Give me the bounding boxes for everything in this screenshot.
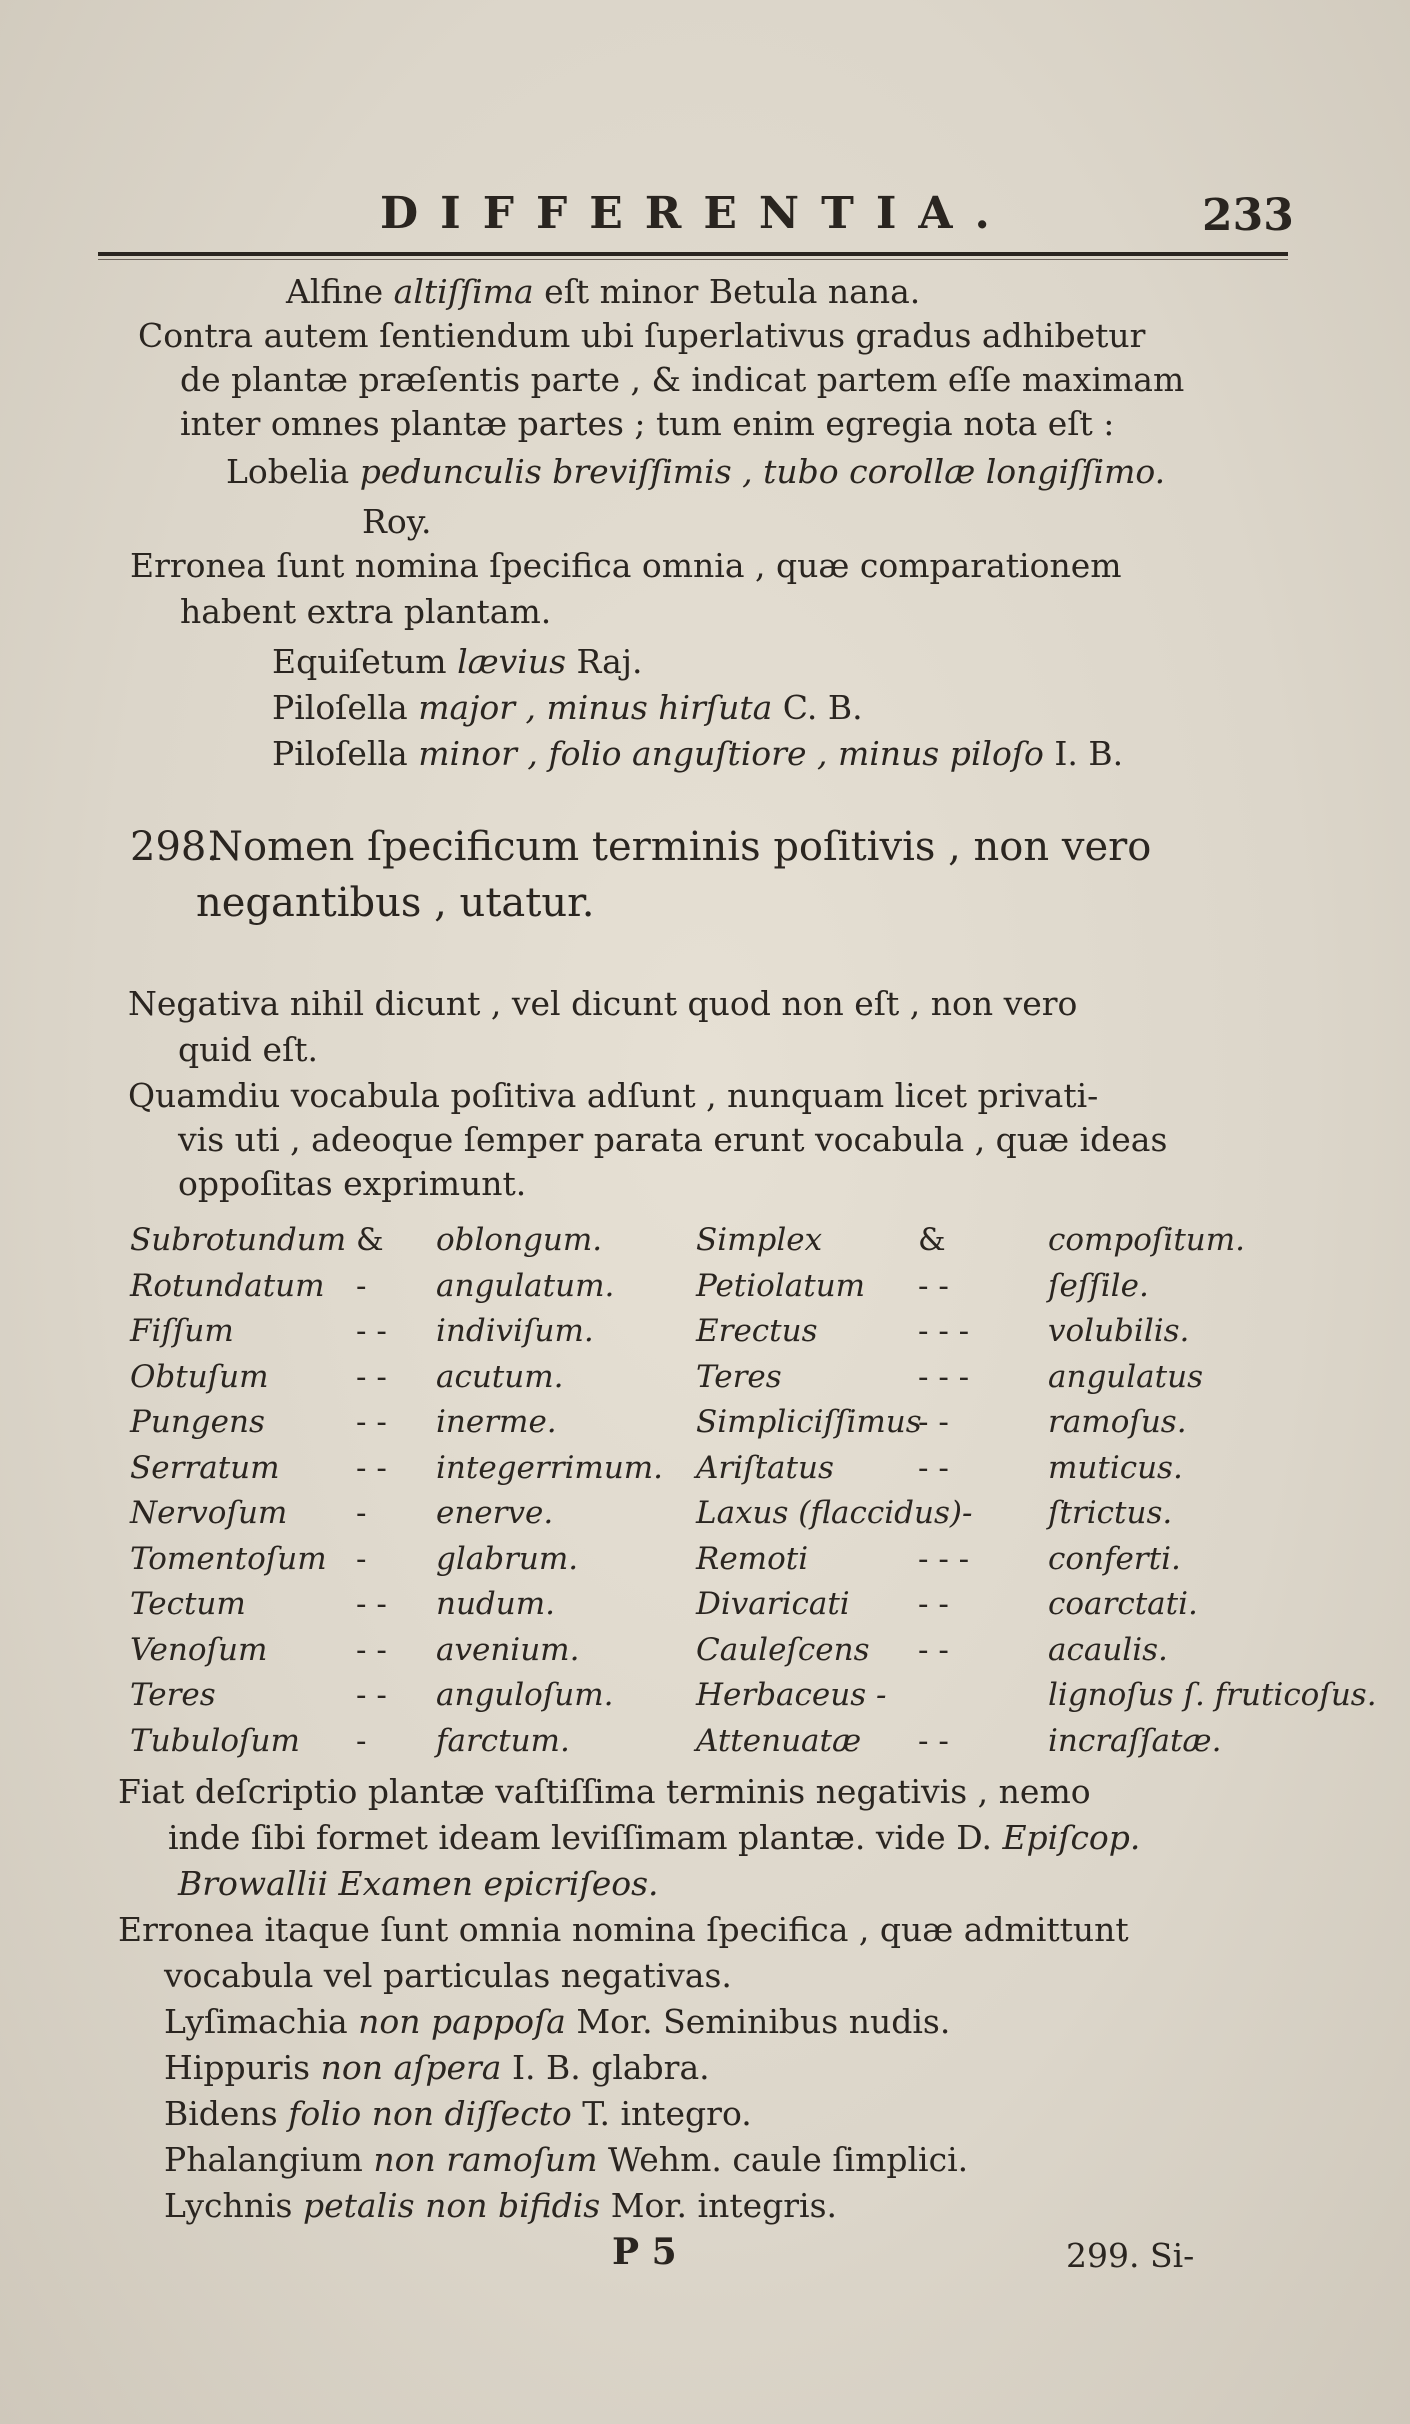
table-cell-e: volubilis. — [1048, 1313, 1190, 1349]
table-cell-e: incraſſatæ. — [1048, 1722, 1222, 1759]
text-line: inter omnes plantæ partes ; tum enim egregia nota eſt : — [180, 404, 1115, 443]
text-line: Erronea ſunt nomina ſpecifica omnia , quæ comparationem — [130, 546, 1122, 585]
table-cell-a: Tomentoſum — [130, 1540, 327, 1577]
table-cell-e: coarctati. — [1048, 1586, 1198, 1622]
table-cell-e: lignoſus ſ. fruticoſus. — [1048, 1677, 1377, 1713]
table-cell-b: glabrum. — [436, 1540, 579, 1577]
table-cell-d1: - - — [356, 1631, 387, 1668]
table-cell-b: nudum. — [436, 1586, 555, 1622]
text-line: Lobelia pedunculis breviſſimis , tubo corollæ longiſſimo. — [226, 452, 1166, 491]
header-rule-thin — [98, 259, 1288, 260]
text-line: vocabula vel particulas negativas. — [164, 1956, 732, 1995]
table-cell-d2: - - — [918, 1631, 949, 1668]
text-line: Fiat deſcriptio plantæ vaſtiſſima terminis negativis , nemo — [118, 1772, 1091, 1811]
table-cell-b: enerve. — [436, 1495, 554, 1531]
table-cell-c: Simplex — [696, 1222, 823, 1258]
table-cell-d2: - - — [918, 1404, 949, 1440]
table-cell-e: acaulis. — [1048, 1631, 1168, 1668]
signature-mark: P 5 — [612, 2231, 677, 2273]
table-cell-b: avenium. — [436, 1631, 580, 1668]
table-cell-a: Venoſum — [130, 1631, 268, 1668]
page-number: 233 — [1202, 190, 1294, 241]
text-line: Piloſella major , minus hirſuta C. B. — [272, 688, 863, 727]
table-cell-c: Herbaceus - — [696, 1677, 887, 1713]
table-cell-c: Divaricati — [696, 1586, 850, 1622]
text-line: Roy. — [362, 502, 432, 541]
text-line: Contra autem ſentiendum ubi ſuperlativus gradus adhibetur — [138, 316, 1146, 355]
article-heading-line: Nomen ſpecificum terminis poſitivis , non vero — [208, 824, 1152, 870]
table-cell-b: anguloſum. — [436, 1677, 614, 1713]
table-cell-c: Attenuatæ — [696, 1722, 862, 1759]
table-cell-d2: - - - — [918, 1313, 970, 1349]
table-cell-c: Cauleſcens — [696, 1631, 870, 1668]
text-line: Browallii Examen epicriſeos. — [178, 1864, 659, 1903]
table-cell-e: compoſitum. — [1048, 1222, 1245, 1258]
table-cell-b: acutum. — [436, 1358, 564, 1395]
table-cell-c: Erectus — [696, 1313, 818, 1349]
table-cell-d1: & — [356, 1222, 384, 1258]
text-line: Equiſetum lævius Raj. — [272, 642, 643, 681]
table-cell-d1: - — [356, 1267, 367, 1304]
text-line: Piloſella minor , folio anguſtiore , minus piloſo I. B. — [272, 734, 1124, 773]
text-line: Alfine altiſſima eſt minor Betula nana. — [286, 272, 921, 311]
text-line: vis uti , adeoque ſemper parata erunt vocabula , quæ ideas — [178, 1120, 1168, 1159]
text-line: oppoſitas exprimunt. — [178, 1164, 527, 1203]
text-line: habent extra plantam. — [180, 592, 552, 631]
table-cell-e: angulatus — [1048, 1358, 1203, 1395]
header-rule — [98, 252, 1288, 256]
text-line: Lychnis petalis non bifidis Mor. integris. — [164, 2186, 838, 2225]
table-cell-c: Simpliciſſimus — [696, 1404, 922, 1440]
table-cell-a: Tubuloſum — [130, 1722, 300, 1759]
table-cell-e: ſeſſile. — [1048, 1267, 1149, 1304]
table-cell-a: Subrotundum — [130, 1222, 347, 1258]
table-cell-a: Obtuſum — [130, 1358, 269, 1395]
table-cell-b: angulatum. — [436, 1267, 615, 1304]
table-cell-d1: - - — [356, 1586, 387, 1622]
text-line: inde ſibi formet ideam leviſſimam plantæ. vide D. Epiſcop. — [168, 1818, 1141, 1857]
table-cell-b: integerrimum. — [436, 1449, 664, 1486]
table-cell-e: muticus. — [1048, 1449, 1183, 1486]
table-cell-d1: - - — [356, 1677, 387, 1713]
table-cell-c: Teres — [696, 1358, 782, 1395]
table-cell-d1: - — [356, 1495, 367, 1531]
table-cell-d2: - - — [918, 1586, 949, 1622]
table-cell-d1: - — [356, 1540, 367, 1577]
table-cell-a: Rotundatum — [130, 1267, 325, 1304]
table-cell-d2: - - - — [918, 1540, 970, 1577]
table-cell-a: Fiſſum — [130, 1313, 234, 1349]
table-cell-d2: - - — [918, 1722, 949, 1759]
article-number: 298. — [130, 824, 220, 870]
text-line: Hippuris non aſpera I. B. glabra. — [164, 2048, 710, 2087]
table-cell-c: Petiolatum — [696, 1267, 866, 1304]
table-cell-e: conferti. — [1048, 1540, 1181, 1577]
table-cell-d1: - — [356, 1722, 367, 1759]
table-cell-a: Teres — [130, 1677, 216, 1713]
catchword: 299. Si- — [1066, 2236, 1195, 2275]
table-cell-c: Ariſtatus — [696, 1449, 834, 1486]
table-cell-d2: - - - — [918, 1358, 970, 1395]
table-cell-b: indiviſum. — [436, 1313, 594, 1349]
table-cell-d2: - - — [918, 1449, 949, 1486]
table-cell-a: Nervoſum — [130, 1495, 288, 1531]
text-line: Quamdiu vocabula poſitiva adſunt , nunquam licet privati- — [128, 1076, 1099, 1115]
text-line: quid eſt. — [178, 1030, 319, 1069]
table-cell-c: Remoti — [696, 1540, 809, 1577]
table-cell-c: Laxus (flaccidus)- — [696, 1495, 973, 1531]
text-line: Lyſimachia non pappoſa Mor. Seminibus nudis. — [164, 2002, 951, 2041]
text-line: de plantæ præſentis parte , & indicat partem eſſe maximam — [180, 360, 1185, 399]
table-cell-d1: - - — [356, 1449, 387, 1486]
table-cell-d1: - - — [356, 1404, 387, 1440]
table-cell-b: oblongum. — [436, 1222, 603, 1258]
table-cell-d2: & — [918, 1222, 946, 1258]
table-cell-d1: - - — [356, 1358, 387, 1395]
text-line: Erronea itaque ſunt omnia nomina ſpecifica , quæ admittunt — [118, 1910, 1129, 1949]
text-line: Phalangium non ramoſum Wehm. caule ſimplici. — [164, 2140, 969, 2179]
running-head: DIFFERENTIA. — [380, 188, 1012, 239]
table-cell-a: Tectum — [130, 1586, 246, 1622]
table-cell-b: farctum. — [436, 1722, 570, 1759]
table-cell-b: inerme. — [436, 1404, 557, 1440]
table-cell-d2: - - — [918, 1267, 949, 1304]
table-cell-e: ramoſus. — [1048, 1404, 1187, 1440]
text-line: Bidens folio non diſſecto T. integro. — [164, 2094, 752, 2133]
text-line: Negativa nihil dicunt , vel dicunt quod non eſt , non vero — [128, 984, 1078, 1023]
article-heading-line: negantibus , utatur. — [196, 880, 595, 926]
table-cell-d1: - - — [356, 1313, 387, 1349]
table-cell-e: ſtrictus. — [1048, 1495, 1173, 1531]
table-cell-a: Serratum — [130, 1449, 280, 1486]
table-cell-a: Pungens — [130, 1404, 265, 1440]
